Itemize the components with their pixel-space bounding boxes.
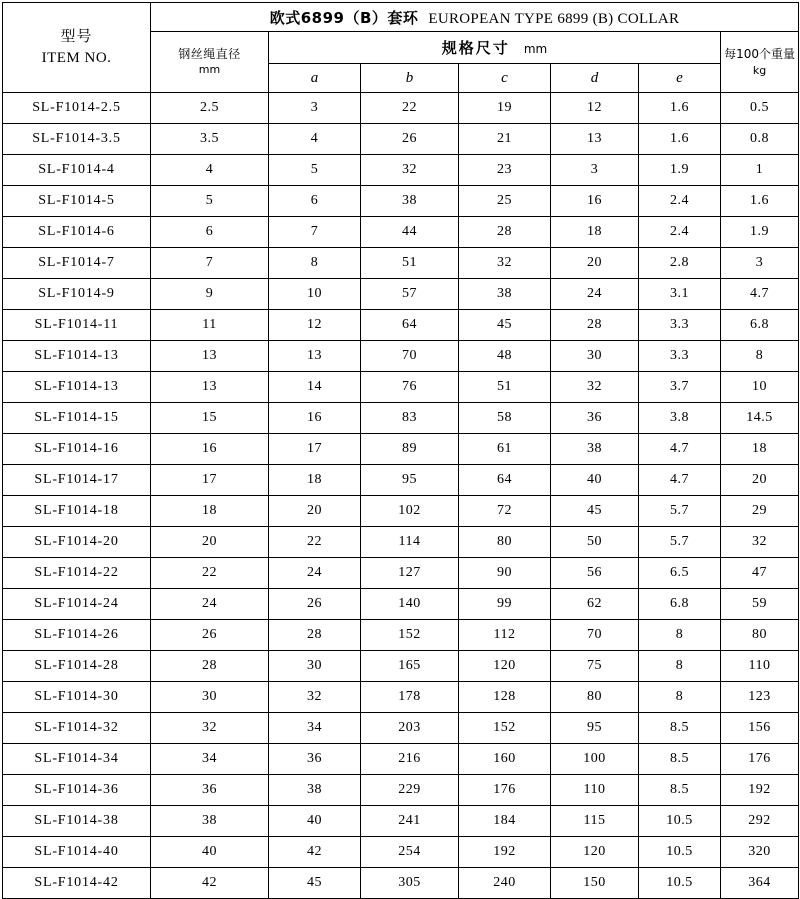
cell-dim-a: 38 (269, 775, 361, 806)
cell-item-no: SL-F1014-22 (3, 558, 151, 589)
cell-weight-per-100: 292 (721, 806, 799, 837)
cell-item-no: SL-F1014-13 (3, 341, 151, 372)
cell-wire-rope-diameter: 11 (151, 310, 269, 341)
cell-dim-c: 176 (459, 775, 551, 806)
cell-dim-b: 44 (361, 217, 459, 248)
table-body (3, 93, 799, 899)
cell-dim-e: 2.4 (639, 217, 721, 248)
cell-item-no: SL-F1014-11 (3, 310, 151, 341)
cell-dim-c: 51 (459, 372, 551, 403)
cell-weight-per-100: 156 (721, 713, 799, 744)
cell-weight-per-100: 32 (721, 527, 799, 558)
cell-wire-rope-diameter: 24 (151, 589, 269, 620)
cell-dim-a: 42 (269, 837, 361, 868)
cell-dim-d: 50 (551, 527, 639, 558)
cell-dim-d: 150 (551, 868, 639, 899)
header-item-no (3, 3, 151, 93)
cell-dim-e: 3.7 (639, 372, 721, 403)
cell-dim-c: 80 (459, 527, 551, 558)
cell-dim-d: 45 (551, 496, 639, 527)
cell-dim-b: 70 (361, 341, 459, 372)
cell-dim-e: 8.5 (639, 713, 721, 744)
cell-weight-per-100: 14.5 (721, 403, 799, 434)
cell-dim-c: 64 (459, 465, 551, 496)
cell-weight-per-100: 18 (721, 434, 799, 465)
cell-weight-per-100: 59 (721, 589, 799, 620)
cell-item-no: SL-F1014-4 (3, 155, 151, 186)
cell-item-no: SL-F1014-9 (3, 279, 151, 310)
cell-weight-per-100: 1.9 (721, 217, 799, 248)
cell-item-no: SL-F1014-36 (3, 775, 151, 806)
cell-dim-e: 10.5 (639, 868, 721, 899)
cell-dim-b: 89 (361, 434, 459, 465)
cell-weight-per-100: 320 (721, 837, 799, 868)
cell-dim-d: 12 (551, 93, 639, 124)
cell-weight-per-100: 364 (721, 868, 799, 899)
table-row (3, 93, 799, 124)
cell-dim-c: 120 (459, 651, 551, 682)
cell-dim-c: 23 (459, 155, 551, 186)
cell-dim-a: 13 (269, 341, 361, 372)
cell-dim-b: 26 (361, 124, 459, 155)
header-item-no-cn: 型号 (60, 26, 93, 45)
cell-dim-b: 152 (361, 620, 459, 651)
table-row (3, 310, 799, 341)
cell-dim-c: 61 (459, 434, 551, 465)
cell-dim-d: 18 (551, 217, 639, 248)
cell-dim-c: 99 (459, 589, 551, 620)
cell-item-no: SL-F1014-20 (3, 527, 151, 558)
header-title-en: EUROPEAN TYPE 6899 (B) COLLAR (428, 10, 680, 27)
cell-dim-c: 160 (459, 744, 551, 775)
cell-item-no: SL-F1014-42 (3, 868, 151, 899)
header-spec-size-cn: 规格尺寸 (441, 39, 510, 58)
header-weight-cn: 每100个重量 (724, 46, 795, 61)
header-product-title (151, 3, 799, 32)
table-row (3, 775, 799, 806)
cell-dim-a: 18 (269, 465, 361, 496)
cell-item-no: SL-F1014-16 (3, 434, 151, 465)
cell-dim-a: 7 (269, 217, 361, 248)
cell-dim-b: 140 (361, 589, 459, 620)
header-wire-rope-diameter-cn: 钢丝绳直径 (178, 47, 241, 62)
cell-dim-b: 178 (361, 682, 459, 713)
cell-wire-rope-diameter: 16 (151, 434, 269, 465)
cell-dim-d: 16 (551, 186, 639, 217)
cell-dim-b: 57 (361, 279, 459, 310)
cell-dim-d: 38 (551, 434, 639, 465)
cell-dim-d: 13 (551, 124, 639, 155)
cell-dim-b: 95 (361, 465, 459, 496)
header-item-no-en: ITEM NO. (41, 49, 112, 66)
table-row (3, 868, 799, 899)
cell-dim-d: 20 (551, 248, 639, 279)
cell-item-no: SL-F1014-2.5 (3, 93, 151, 124)
cell-dim-b: 216 (361, 744, 459, 775)
cell-wire-rope-diameter: 30 (151, 682, 269, 713)
cell-dim-a: 8 (269, 248, 361, 279)
cell-dim-b: 102 (361, 496, 459, 527)
cell-dim-c: 90 (459, 558, 551, 589)
cell-dim-e: 1.9 (639, 155, 721, 186)
cell-dim-b: 203 (361, 713, 459, 744)
table-row (3, 217, 799, 248)
cell-dim-b: 64 (361, 310, 459, 341)
cell-item-no: SL-F1014-30 (3, 682, 151, 713)
cell-dim-b: 229 (361, 775, 459, 806)
cell-wire-rope-diameter: 13 (151, 341, 269, 372)
cell-item-no: SL-F1014-38 (3, 806, 151, 837)
cell-dim-b: 305 (361, 868, 459, 899)
table-header (3, 3, 799, 93)
cell-dim-d: 62 (551, 589, 639, 620)
cell-dim-c: 48 (459, 341, 551, 372)
cell-weight-per-100: 0.8 (721, 124, 799, 155)
table-row (3, 620, 799, 651)
cell-dim-d: 40 (551, 465, 639, 496)
cell-wire-rope-diameter: 40 (151, 837, 269, 868)
cell-weight-per-100: 176 (721, 744, 799, 775)
cell-dim-e: 8 (639, 620, 721, 651)
cell-dim-d: 70 (551, 620, 639, 651)
header-title-cn: 欧式6899（B）套环 (269, 8, 419, 27)
cell-dim-a: 40 (269, 806, 361, 837)
header-weight-unit: kg (752, 63, 767, 77)
cell-weight-per-100: 6.8 (721, 310, 799, 341)
cell-dim-e: 10.5 (639, 806, 721, 837)
cell-item-no: SL-F1014-40 (3, 837, 151, 868)
header-wire-rope-diameter (151, 32, 269, 93)
cell-dim-e: 3.1 (639, 279, 721, 310)
cell-dim-b: 127 (361, 558, 459, 589)
cell-item-no: SL-F1014-24 (3, 589, 151, 620)
cell-wire-rope-diameter: 26 (151, 620, 269, 651)
cell-item-no: SL-F1014-26 (3, 620, 151, 651)
cell-item-no: SL-F1014-15 (3, 403, 151, 434)
cell-wire-rope-diameter: 7 (151, 248, 269, 279)
cell-dim-e: 6.5 (639, 558, 721, 589)
cell-dim-d: 24 (551, 279, 639, 310)
cell-dim-d: 75 (551, 651, 639, 682)
header-weight-per-100 (721, 32, 799, 93)
cell-dim-b: 76 (361, 372, 459, 403)
table-row (3, 682, 799, 713)
table-row (3, 527, 799, 558)
cell-wire-rope-diameter: 3.5 (151, 124, 269, 155)
cell-wire-rope-diameter: 36 (151, 775, 269, 806)
cell-dim-a: 6 (269, 186, 361, 217)
cell-wire-rope-diameter: 5 (151, 186, 269, 217)
header-dim-d: d (551, 64, 639, 93)
table-row (3, 341, 799, 372)
cell-dim-e: 5.7 (639, 496, 721, 527)
cell-dim-e: 8.5 (639, 775, 721, 806)
cell-dim-a: 20 (269, 496, 361, 527)
cell-weight-per-100: 10 (721, 372, 799, 403)
collar-specification-table (2, 2, 799, 899)
cell-dim-b: 51 (361, 248, 459, 279)
cell-dim-b: 22 (361, 93, 459, 124)
cell-dim-e: 1.6 (639, 93, 721, 124)
table-row (3, 589, 799, 620)
cell-item-no: SL-F1014-32 (3, 713, 151, 744)
cell-dim-c: 192 (459, 837, 551, 868)
cell-dim-e: 2.4 (639, 186, 721, 217)
cell-item-no: SL-F1014-5 (3, 186, 151, 217)
cell-dim-a: 4 (269, 124, 361, 155)
cell-dim-b: 254 (361, 837, 459, 868)
cell-weight-per-100: 8 (721, 341, 799, 372)
cell-dim-b: 38 (361, 186, 459, 217)
cell-item-no: SL-F1014-13 (3, 372, 151, 403)
cell-dim-b: 114 (361, 527, 459, 558)
cell-dim-a: 32 (269, 682, 361, 713)
cell-dim-d: 80 (551, 682, 639, 713)
cell-item-no: SL-F1014-34 (3, 744, 151, 775)
header-row-title (3, 3, 799, 32)
header-dim-c: c (459, 64, 551, 93)
cell-dim-c: 152 (459, 713, 551, 744)
header-dim-b: b (361, 64, 459, 93)
cell-dim-a: 16 (269, 403, 361, 434)
header-spec-size-group (269, 32, 721, 64)
cell-dim-c: 28 (459, 217, 551, 248)
cell-dim-c: 240 (459, 868, 551, 899)
cell-dim-c: 25 (459, 186, 551, 217)
cell-wire-rope-diameter: 20 (151, 527, 269, 558)
header-dim-a: a (269, 64, 361, 93)
cell-dim-e: 10.5 (639, 837, 721, 868)
cell-dim-a: 34 (269, 713, 361, 744)
cell-dim-c: 21 (459, 124, 551, 155)
cell-weight-per-100: 3 (721, 248, 799, 279)
cell-dim-a: 36 (269, 744, 361, 775)
cell-dim-c: 72 (459, 496, 551, 527)
cell-dim-e: 3.3 (639, 341, 721, 372)
table-row (3, 496, 799, 527)
cell-dim-e: 8.5 (639, 744, 721, 775)
cell-wire-rope-diameter: 13 (151, 372, 269, 403)
cell-dim-c: 32 (459, 248, 551, 279)
cell-weight-per-100: 0.5 (721, 93, 799, 124)
cell-wire-rope-diameter: 38 (151, 806, 269, 837)
table-row (3, 155, 799, 186)
cell-dim-c: 112 (459, 620, 551, 651)
cell-dim-b: 83 (361, 403, 459, 434)
cell-dim-a: 26 (269, 589, 361, 620)
header-dim-e: e (639, 64, 721, 93)
cell-item-no: SL-F1014-3.5 (3, 124, 151, 155)
cell-wire-rope-diameter: 6 (151, 217, 269, 248)
cell-wire-rope-diameter: 34 (151, 744, 269, 775)
cell-dim-c: 45 (459, 310, 551, 341)
cell-dim-e: 3.8 (639, 403, 721, 434)
cell-wire-rope-diameter: 42 (151, 868, 269, 899)
cell-dim-a: 5 (269, 155, 361, 186)
cell-dim-d: 36 (551, 403, 639, 434)
table-row (3, 403, 799, 434)
cell-wire-rope-diameter: 9 (151, 279, 269, 310)
cell-wire-rope-diameter: 28 (151, 651, 269, 682)
cell-dim-e: 3.3 (639, 310, 721, 341)
cell-dim-a: 10 (269, 279, 361, 310)
cell-dim-a: 22 (269, 527, 361, 558)
table-row (3, 651, 799, 682)
cell-weight-per-100: 29 (721, 496, 799, 527)
cell-dim-d: 28 (551, 310, 639, 341)
cell-dim-e: 8 (639, 682, 721, 713)
table-row (3, 713, 799, 744)
cell-wire-rope-diameter: 4 (151, 155, 269, 186)
table-row (3, 124, 799, 155)
cell-dim-d: 115 (551, 806, 639, 837)
table-row (3, 744, 799, 775)
table-row (3, 837, 799, 868)
cell-dim-a: 3 (269, 93, 361, 124)
cell-dim-b: 241 (361, 806, 459, 837)
table-row (3, 372, 799, 403)
cell-dim-a: 24 (269, 558, 361, 589)
cell-dim-b: 165 (361, 651, 459, 682)
cell-dim-a: 14 (269, 372, 361, 403)
cell-dim-c: 128 (459, 682, 551, 713)
cell-item-no: SL-F1014-6 (3, 217, 151, 248)
cell-dim-e: 6.8 (639, 589, 721, 620)
table-row (3, 248, 799, 279)
cell-dim-a: 45 (269, 868, 361, 899)
cell-dim-b: 32 (361, 155, 459, 186)
header-wire-rope-diameter-unit: mm (198, 62, 221, 76)
cell-dim-c: 19 (459, 93, 551, 124)
cell-wire-rope-diameter: 17 (151, 465, 269, 496)
table-row (3, 558, 799, 589)
cell-weight-per-100: 4.7 (721, 279, 799, 310)
cell-item-no: SL-F1014-7 (3, 248, 151, 279)
cell-dim-e: 2.8 (639, 248, 721, 279)
cell-wire-rope-diameter: 32 (151, 713, 269, 744)
cell-dim-d: 56 (551, 558, 639, 589)
cell-dim-c: 38 (459, 279, 551, 310)
cell-dim-a: 28 (269, 620, 361, 651)
cell-wire-rope-diameter: 15 (151, 403, 269, 434)
cell-wire-rope-diameter: 2.5 (151, 93, 269, 124)
cell-dim-a: 12 (269, 310, 361, 341)
cell-wire-rope-diameter: 18 (151, 496, 269, 527)
cell-dim-d: 3 (551, 155, 639, 186)
cell-dim-a: 17 (269, 434, 361, 465)
table-row (3, 465, 799, 496)
cell-dim-d: 95 (551, 713, 639, 744)
cell-dim-c: 58 (459, 403, 551, 434)
cell-dim-a: 30 (269, 651, 361, 682)
cell-dim-e: 1.6 (639, 124, 721, 155)
cell-dim-c: 184 (459, 806, 551, 837)
cell-weight-per-100: 20 (721, 465, 799, 496)
cell-weight-per-100: 47 (721, 558, 799, 589)
cell-dim-d: 30 (551, 341, 639, 372)
cell-item-no: SL-F1014-17 (3, 465, 151, 496)
table-row (3, 279, 799, 310)
cell-item-no: SL-F1014-18 (3, 496, 151, 527)
header-spec-size-unit: mm (523, 42, 548, 57)
cell-wire-rope-diameter: 22 (151, 558, 269, 589)
cell-dim-e: 8 (639, 651, 721, 682)
cell-dim-d: 120 (551, 837, 639, 868)
cell-weight-per-100: 80 (721, 620, 799, 651)
table-row (3, 186, 799, 217)
table-row (3, 434, 799, 465)
cell-dim-d: 32 (551, 372, 639, 403)
cell-weight-per-100: 110 (721, 651, 799, 682)
table-row (3, 806, 799, 837)
cell-item-no: SL-F1014-28 (3, 651, 151, 682)
cell-dim-d: 100 (551, 744, 639, 775)
cell-dim-e: 5.7 (639, 527, 721, 558)
cell-dim-e: 4.7 (639, 465, 721, 496)
cell-weight-per-100: 1.6 (721, 186, 799, 217)
cell-weight-per-100: 1 (721, 155, 799, 186)
cell-weight-per-100: 192 (721, 775, 799, 806)
cell-dim-e: 4.7 (639, 434, 721, 465)
cell-weight-per-100: 123 (721, 682, 799, 713)
cell-dim-d: 110 (551, 775, 639, 806)
